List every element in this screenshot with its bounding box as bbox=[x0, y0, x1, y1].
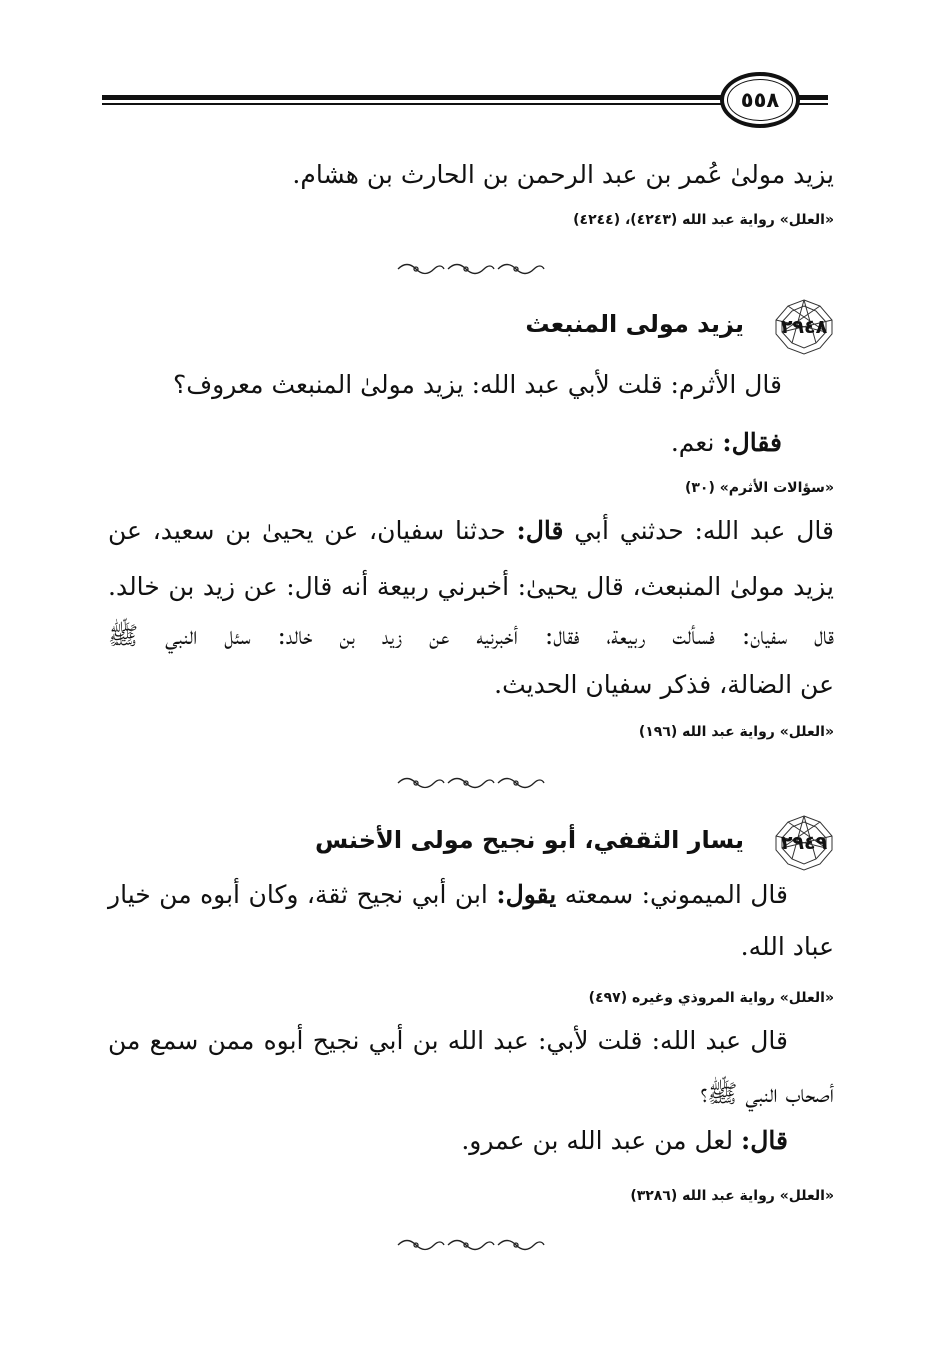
bold-run: يقول: bbox=[496, 880, 557, 909]
answer-line bbox=[461, 1126, 788, 1155]
paragraph-line: يزيد مولىٰ المنبعث، قال يحيىٰ: أخبرني ربيعة أنه قال: عن زيد بن خالد. bbox=[108, 572, 834, 601]
answer-line bbox=[671, 428, 782, 457]
header-rule bbox=[102, 95, 722, 100]
ornament-divider-icon bbox=[396, 262, 546, 276]
text-run: ابن أبي نجيح ثقة، وكان أبوه من خيار bbox=[108, 880, 497, 909]
ornament-divider-icon bbox=[396, 776, 546, 790]
header-rule-right-thin bbox=[798, 103, 828, 105]
bold-run: قال: bbox=[516, 516, 564, 545]
source-citation: «العلل» رواية عبد الله (٣٢٨٦) bbox=[630, 1188, 834, 1204]
paragraph-line: أصحاب النبي ﷺ؟ bbox=[700, 1079, 834, 1108]
carryover-source: «العلل» رواية عبد الله (٤٢٤٣)، (٤٢٤٤) bbox=[573, 212, 834, 228]
paragraph-line: قال سفيان: فسألت ربيعة، فقال: أخبرنيه عن زيد بن خالد: سئل النبي ﷺ bbox=[108, 621, 834, 650]
header-rule-right bbox=[798, 95, 828, 100]
answer-text: نعم. bbox=[670, 428, 723, 457]
answer-text: لعل من عبد الله بن عمرو. bbox=[461, 1126, 742, 1155]
paragraph-line: عباد الله. bbox=[740, 932, 834, 961]
ornament-divider-icon bbox=[396, 1238, 546, 1252]
entry-title: يزيد مولى المنبعث bbox=[525, 310, 744, 338]
entry-heading-2948 bbox=[98, 298, 836, 358]
carryover-line: يزيد مولىٰ عُمر بن عبد الرحمن بن الحارث بن هشام. bbox=[292, 160, 834, 189]
entry-number: ٢٩٤٨ bbox=[780, 316, 828, 338]
source-citation: «العلل» رواية عبد الله (١٩٦) bbox=[638, 724, 834, 740]
paragraph-line: عن الضالة، فذكر سفيان الحديث. bbox=[494, 670, 834, 699]
answer-label: فقال: bbox=[722, 428, 782, 457]
page-number-badge bbox=[720, 72, 800, 128]
text-run: قال عبد الله: حدثني أبي bbox=[563, 516, 834, 545]
entry-title: يسار الثقفي، أبو نجيح مولى الأخنس bbox=[314, 826, 744, 854]
paragraph-line: قال الأثرم: قلت لأبي عبد الله: يزيد مولىٰ المنبعث معروف؟ bbox=[173, 370, 782, 399]
entry-number: ٢٩٤٩ bbox=[780, 832, 828, 854]
page-number: ٥٥٨ bbox=[740, 88, 780, 112]
answer-label: قال: bbox=[741, 1126, 788, 1155]
text-run: حدثنا سفيان، عن يحيىٰ بن سعيد، عن bbox=[108, 516, 517, 545]
paragraph-line: قال عبد الله: قلت لأبي: عبد الله بن أبي نجيح أبوه ممن سمع من bbox=[108, 1026, 788, 1055]
source-citation: «العلل» رواية المروذي وغيره (٤٩٧) bbox=[588, 990, 834, 1006]
paragraph-line bbox=[108, 516, 834, 545]
paragraph-line bbox=[108, 880, 788, 909]
text-run: قال الميموني: سمعته bbox=[556, 880, 788, 909]
source-citation: «سؤالات الأثرم» (٣٠) bbox=[684, 480, 834, 496]
entry-heading-2949 bbox=[98, 814, 836, 874]
header-rule-thin bbox=[102, 103, 722, 105]
